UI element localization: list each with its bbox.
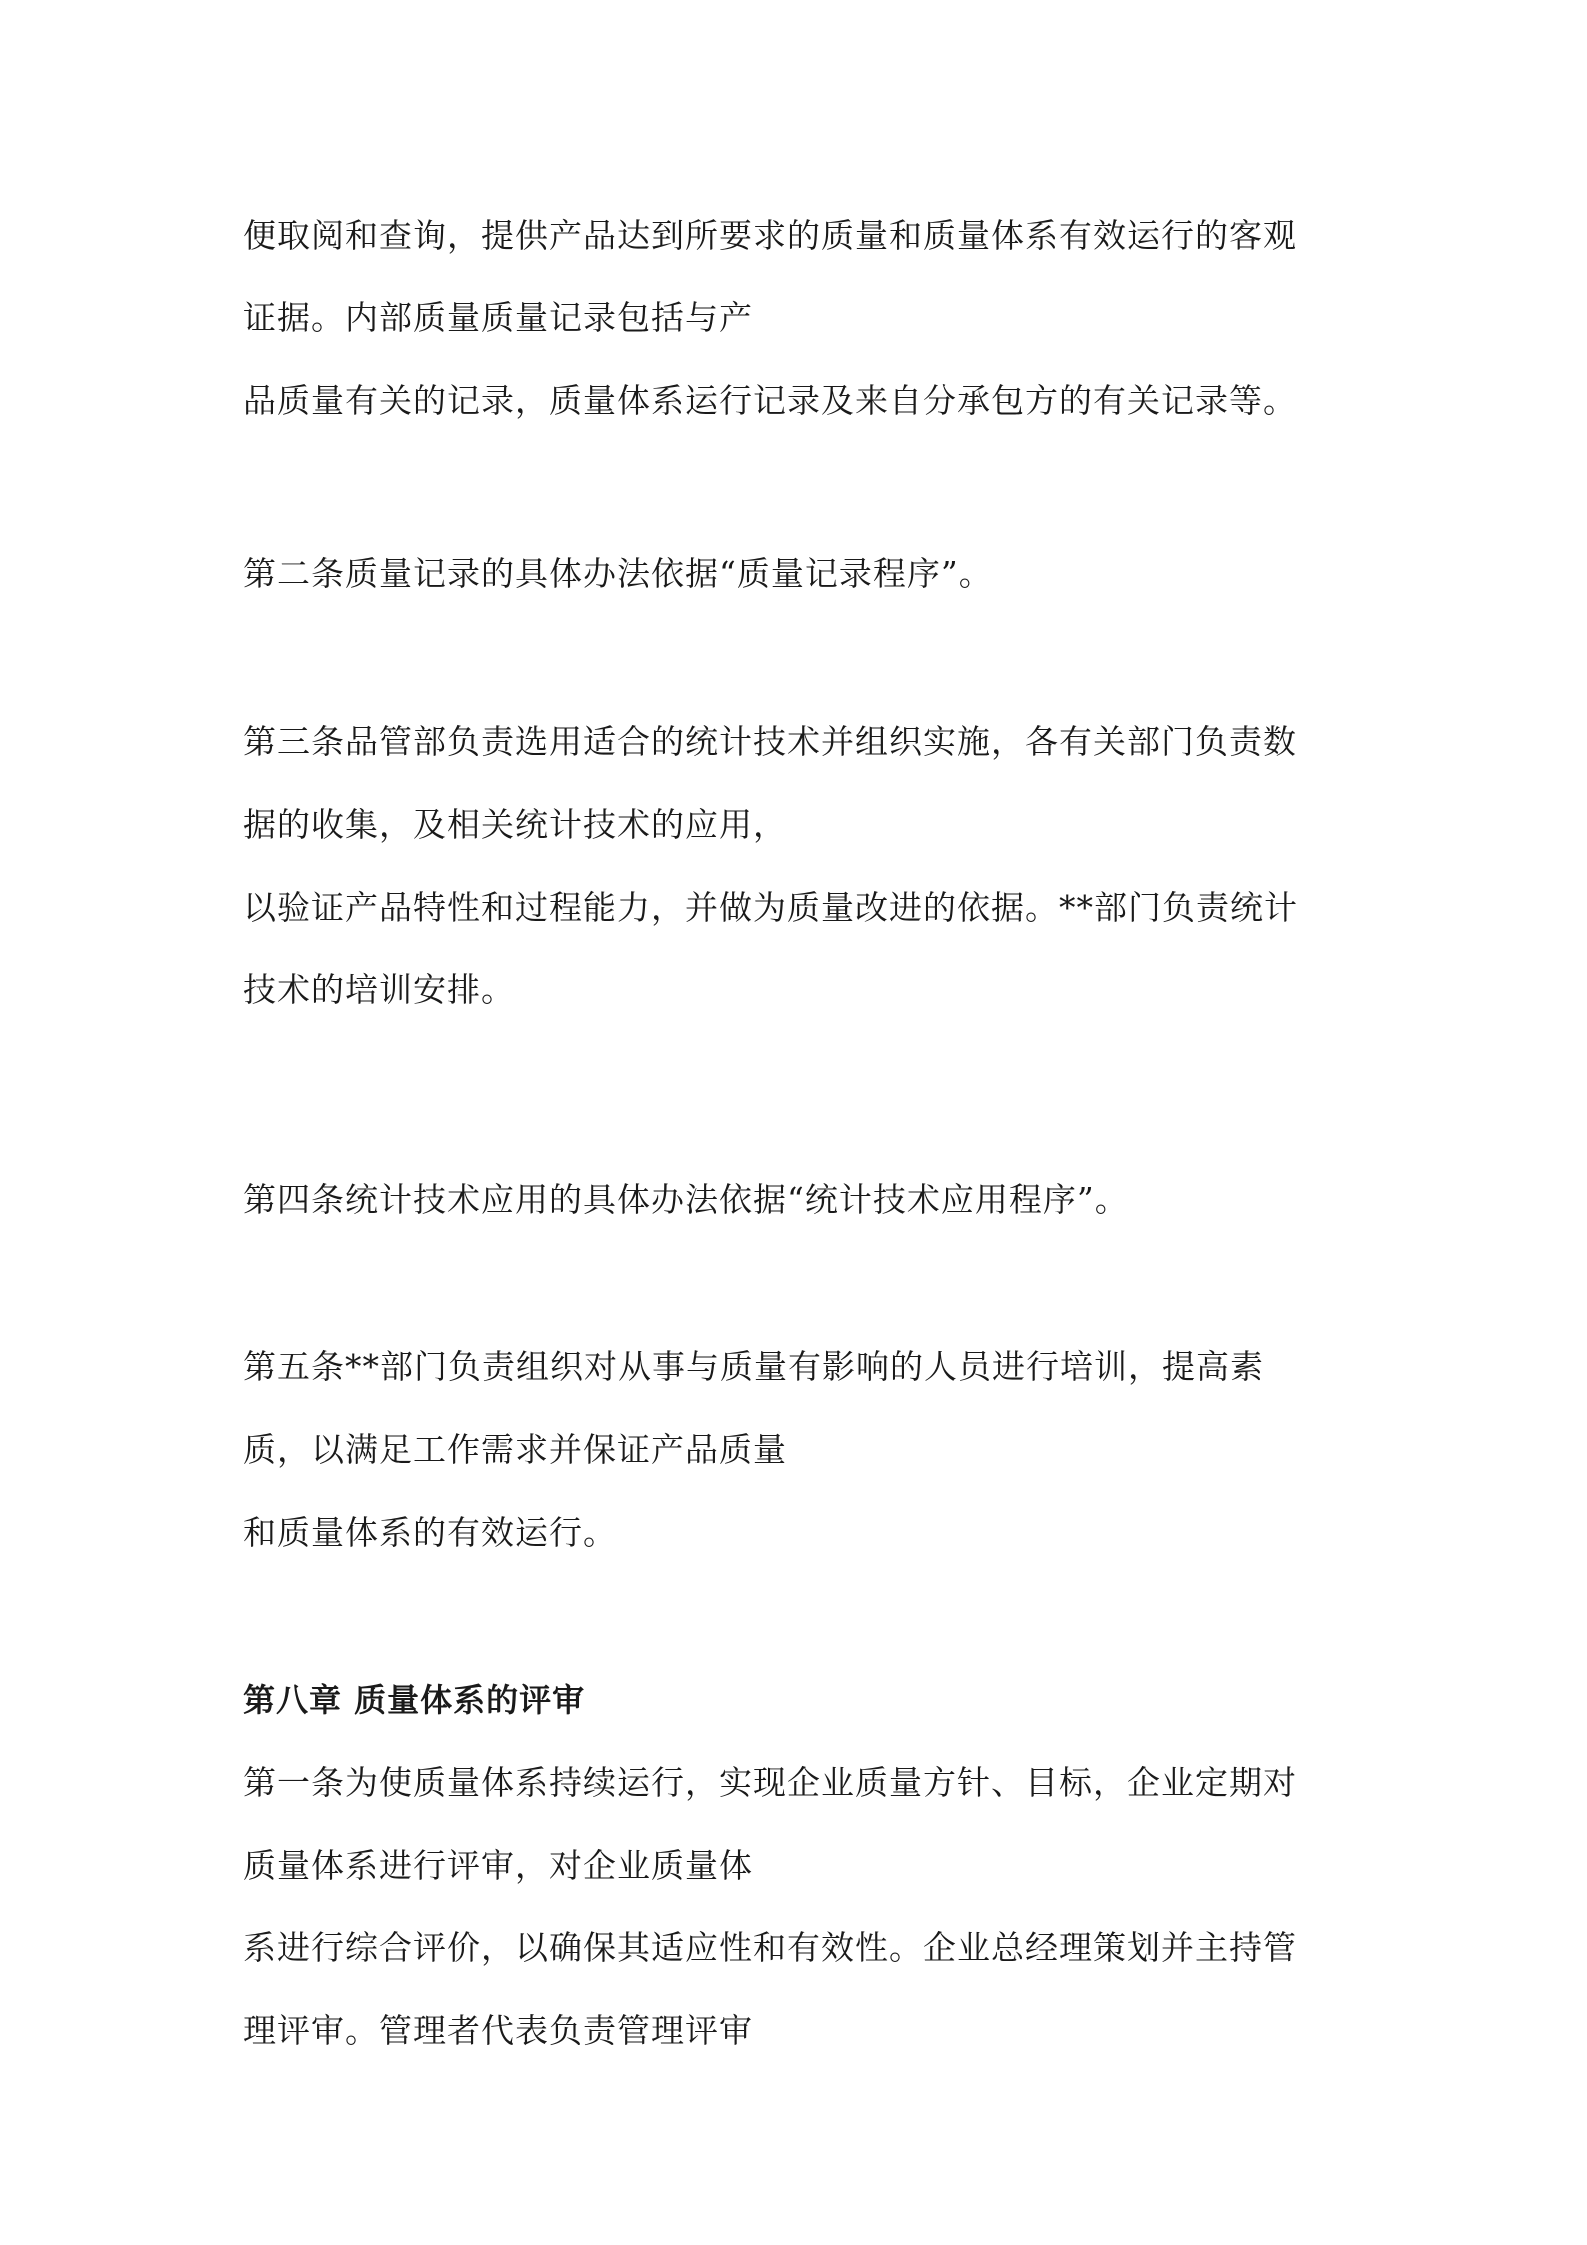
- text-line: 品质量有关的记录，质量体系运行记录及来自分承包方的有关记录等。: [243, 381, 1297, 420]
- article-paragraph: 第一条为使质量体系持续运行，实现企业质量方针、目标，企业定期对: [243, 1763, 1297, 1802]
- text-line: 便取阅和查询，提供产品达到所要求的质量和质量体系有效运行的客观: [243, 216, 1297, 255]
- article-paragraph: 第三条品管部负责选用适合的统计技术并组织实施，各有关部门负责数: [243, 722, 1297, 761]
- article-paragraph: 第二条质量记录的具体办法依据“质量记录程序”。: [243, 554, 993, 593]
- article-paragraph: 第四条统计技术应用的具体办法依据“统计技术应用程序”。: [243, 1180, 1129, 1219]
- text-line: 系进行综合评价，以确保其适应性和有效性。企业总经理策划并主持管: [243, 1928, 1297, 1967]
- text-line: 和质量体系的有效运行。: [243, 1513, 617, 1552]
- chapter-heading: 第八章 质量体系的评审: [243, 1681, 586, 1719]
- text-line: 技术的培训安排。: [243, 970, 515, 1009]
- text-line: 质，以满足工作需求并保证产品质量: [243, 1430, 787, 1469]
- text-line: 证据。内部质量质量记录包括与产: [243, 298, 753, 337]
- text-line: 质量体系进行评审，对企业质量体: [243, 1846, 753, 1885]
- article-paragraph: 第五条**部门负责组织对从事与质量有影响的人员进行培训，提高素: [243, 1347, 1264, 1386]
- text-line: 理评审。管理者代表负责管理评审: [243, 2011, 753, 2050]
- text-line: 据的收集，及相关统计技术的应用，: [243, 805, 787, 844]
- text-line: 以验证产品特性和过程能力，并做为质量改进的依据。**部门负责统计: [243, 888, 1298, 927]
